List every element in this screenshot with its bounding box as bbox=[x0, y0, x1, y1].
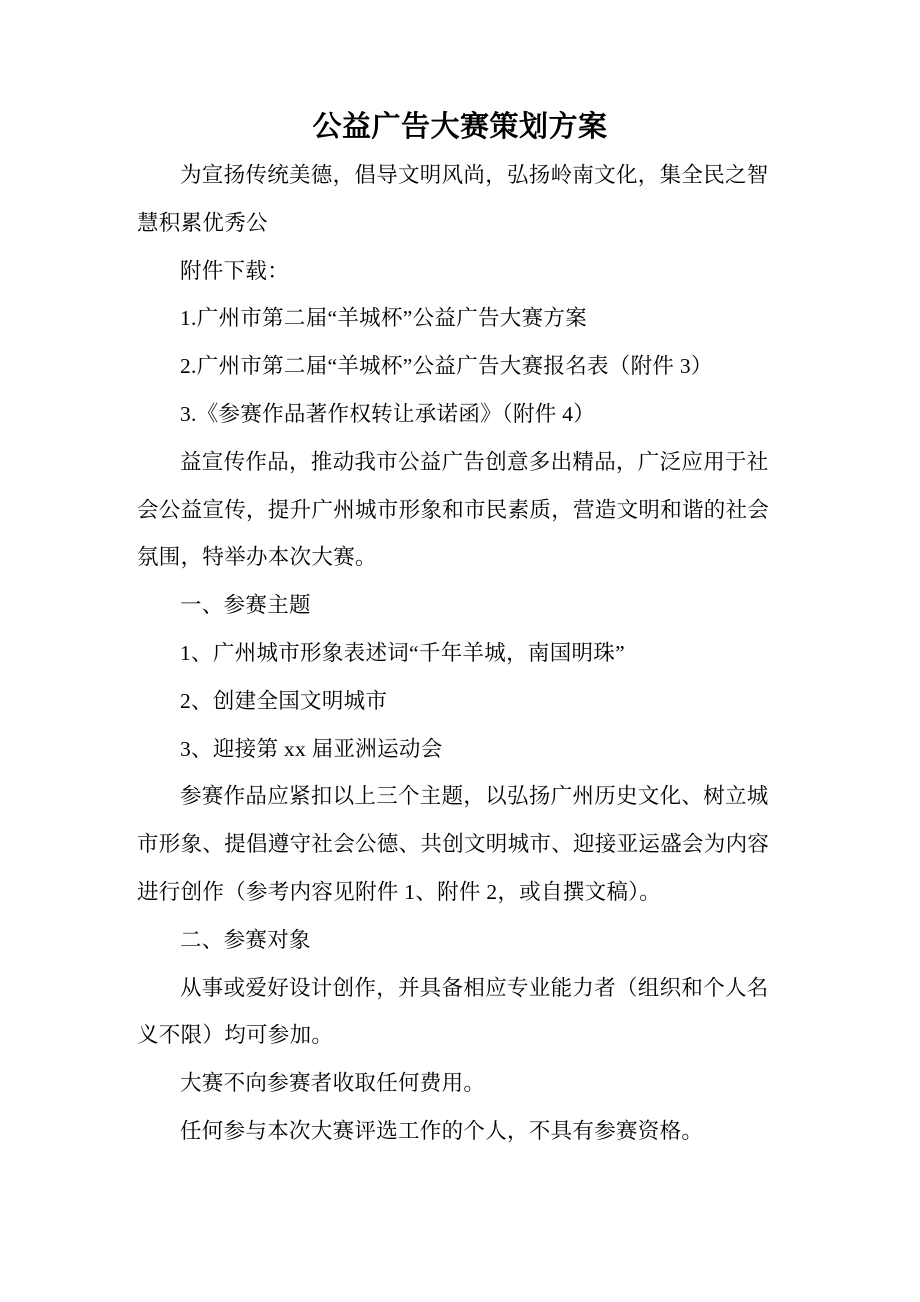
document-body bbox=[137, 152, 777, 1156]
text-line: 进行创作（参考内容见附件 1、附件 2，或自撰文稿）。 bbox=[137, 879, 662, 904]
text-line: 二、参赛对象 bbox=[180, 927, 311, 952]
text-line: 从事或爱好设计创作，并具备相应专业能力者（组织和个人名 bbox=[180, 975, 769, 1000]
document-title: 公益广告大赛策划方案 bbox=[312, 111, 608, 143]
text-line: 慧积累优秀公 bbox=[137, 210, 268, 235]
text-line: 益宣传作品，推动我市公益广告创意多出精品，广泛应用于社 bbox=[180, 449, 769, 474]
text-line: 大赛不向参赛者收取任何费用。 bbox=[180, 1071, 486, 1096]
text-line: 1.广州市第二届“羊城杯”公益广告大赛方案 bbox=[180, 306, 588, 331]
text-line: 义不限）均可参加。 bbox=[137, 1023, 334, 1048]
text-line: 为宣扬传统美德，倡导文明风尚，弘扬岭南文化，集全民之智 bbox=[180, 163, 769, 187]
text-line: 3、迎接第 xx 届亚洲运动会 bbox=[180, 736, 443, 761]
text-line: 市形象、提倡遵守社会公德、共创文明城市、迎接亚运盛会为内容 bbox=[137, 832, 770, 857]
text-line: 3.《参赛作品著作权转让承诺函》（附件 4） bbox=[180, 401, 596, 426]
text-line: 一、参赛主题 bbox=[180, 593, 311, 618]
text-line: 会公益宣传，提升广州城市形象和市民素质，营造文明和谐的社会 bbox=[137, 497, 770, 522]
text-line: 附件下载： bbox=[180, 258, 290, 283]
text-line: 1、广州城市形象表述词“千年羊城，南国明珠” bbox=[180, 640, 625, 665]
text-line: 参赛作品应紧扣以上三个主题，以弘扬广州历史文化、树立城 bbox=[180, 784, 769, 809]
text-line: 2.广州市第二届“羊城杯”公益广告大赛报名表（附件 3） bbox=[180, 354, 713, 379]
text-line: 任何参与本次大赛评选工作的个人，不具有参赛资格。 bbox=[180, 1118, 704, 1143]
text-line: 氛围，特举办本次大赛。 bbox=[137, 545, 377, 570]
text-line: 2、创建全国文明城市 bbox=[180, 688, 388, 713]
